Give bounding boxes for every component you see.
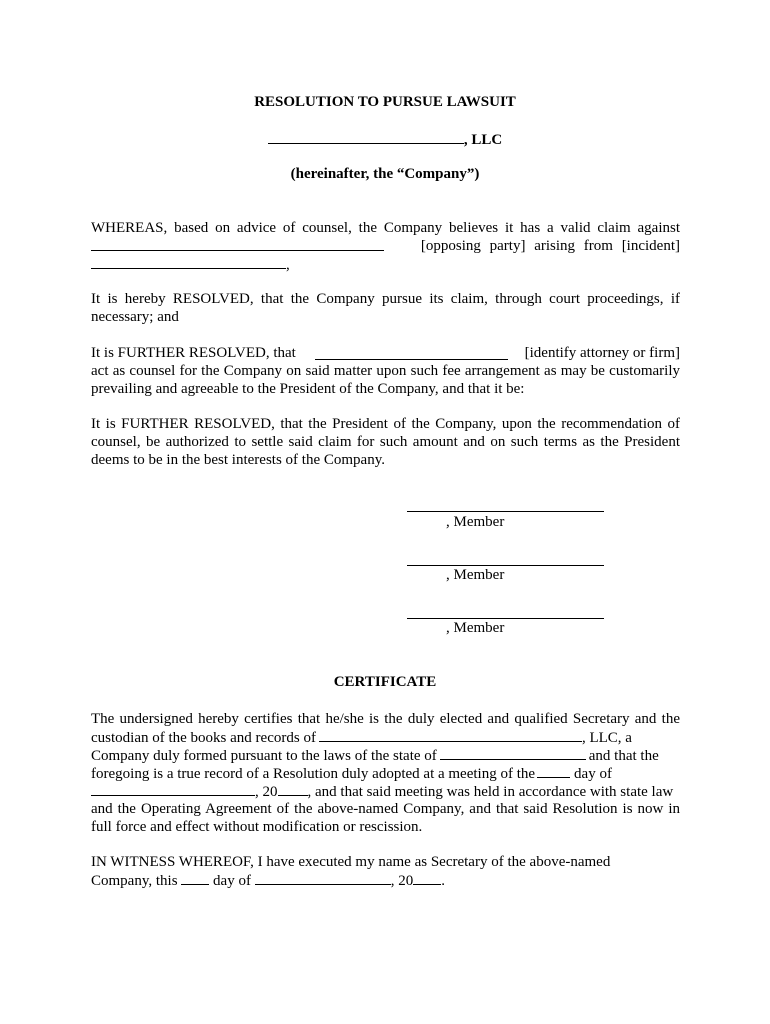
whereas-line-2 (91, 237, 680, 256)
signature-label-1: , Member (446, 514, 505, 530)
certificate-line-1: The undersigned hereby certifies that he/she is the duly elected and qualified Secretary and the (91, 711, 680, 727)
attorney-blank[interactable] (315, 346, 508, 360)
whereas-comma: , (286, 257, 290, 273)
witness-year-blank[interactable] (413, 871, 441, 885)
signature-line-3[interactable] (407, 618, 604, 619)
meeting-day-blank[interactable] (537, 764, 570, 778)
whereas-line-1: WHEREAS, based on advice of counsel, the Company believes it has a valid claim against (91, 220, 680, 236)
cert-line5-year-prefix: , 20 (255, 784, 278, 800)
further1-end: [identify attorney or firm] (524, 345, 680, 361)
certificate-line-7: full force and effect without modification or rescission. (91, 819, 423, 835)
llc-suffix: , LLC (463, 132, 503, 148)
company-name-line (0, 130, 770, 149)
further2-line-2: counsel, be authorized to settle said claim for such amount and on such terms as the President (91, 434, 680, 450)
incident-blank[interactable] (91, 255, 286, 269)
opposing-party-blank[interactable] (91, 237, 384, 251)
witness-line-1: IN WITNESS WHEREOF, I have executed my name as Secretary of the above-named (91, 854, 611, 870)
certificate-line-4 (91, 764, 680, 783)
further1-line-2: act as counsel for the Company on said matter upon such fee arrangement as may be customarily (91, 363, 680, 379)
cert-line2-end: , LLC, a (581, 730, 632, 746)
certificate-line-2 (91, 728, 680, 747)
cert-line2-start: custodian of the books and records of (91, 730, 316, 746)
company-definition: (hereinafter, the “Company”) (290, 166, 480, 182)
signature-line-1[interactable] (407, 511, 604, 512)
further2-line-1: It is FURTHER RESOLVED, that the President of the Company, upon the recommendation of (91, 416, 680, 432)
witness-line-2 (91, 871, 680, 890)
certificate-line-5 (91, 782, 680, 801)
signature-label-2: , Member (446, 567, 505, 583)
further1-start: It is FURTHER RESOLVED, that (91, 345, 296, 361)
meeting-month-blank[interactable] (91, 782, 255, 796)
cert-line3-start: Company duly formed pursuant to the laws of the state of (91, 748, 437, 764)
witness-period: . (441, 873, 445, 889)
further1-line-3: prevailing and agreeable to the President of the Company, and that it be: (91, 381, 525, 397)
witness-start: Company, this (91, 873, 178, 889)
certificate-line-6: and the Operating Agreement of the above-named Company, and that said Resolution is now in (91, 801, 680, 817)
witness-day-of: day of (213, 873, 251, 889)
signature-line-2[interactable] (407, 565, 604, 566)
records-company-blank[interactable] (319, 728, 582, 742)
cert-line3-end: and that the (588, 748, 659, 764)
opposing-party-text: [opposing party] arising from [incident] (420, 238, 680, 254)
company-name-blank[interactable] (268, 130, 464, 144)
resolved-line-1: It is hereby RESOLVED, that the Company pursue its claim, through court proceedings, if (91, 291, 680, 307)
witness-month-blank[interactable] (255, 871, 391, 885)
further1-line-1 (91, 344, 680, 362)
signature-label-3: , Member (446, 620, 505, 636)
certificate-heading: CERTIFICATE (333, 674, 437, 690)
meeting-year-blank[interactable] (278, 782, 308, 796)
cert-line5-end: , and that said meeting was held in accordance with state law (307, 784, 674, 800)
further2-line-3: deems to be in the best interests of the Company. (91, 452, 385, 468)
witness-year-prefix: , 20 (390, 873, 414, 889)
certificate-line-3 (91, 746, 680, 765)
cert-line4-end: day of (574, 766, 612, 782)
state-blank[interactable] (440, 746, 586, 760)
cert-line4-start: foregoing is a true record of a Resolution duly adopted at a meeting of the (91, 766, 536, 782)
resolved-line-2: necessary; and (91, 309, 179, 325)
witness-day-blank[interactable] (181, 871, 209, 885)
whereas-line-3 (91, 255, 680, 274)
document-title: RESOLUTION TO PURSUE LAWSUIT (254, 94, 516, 110)
